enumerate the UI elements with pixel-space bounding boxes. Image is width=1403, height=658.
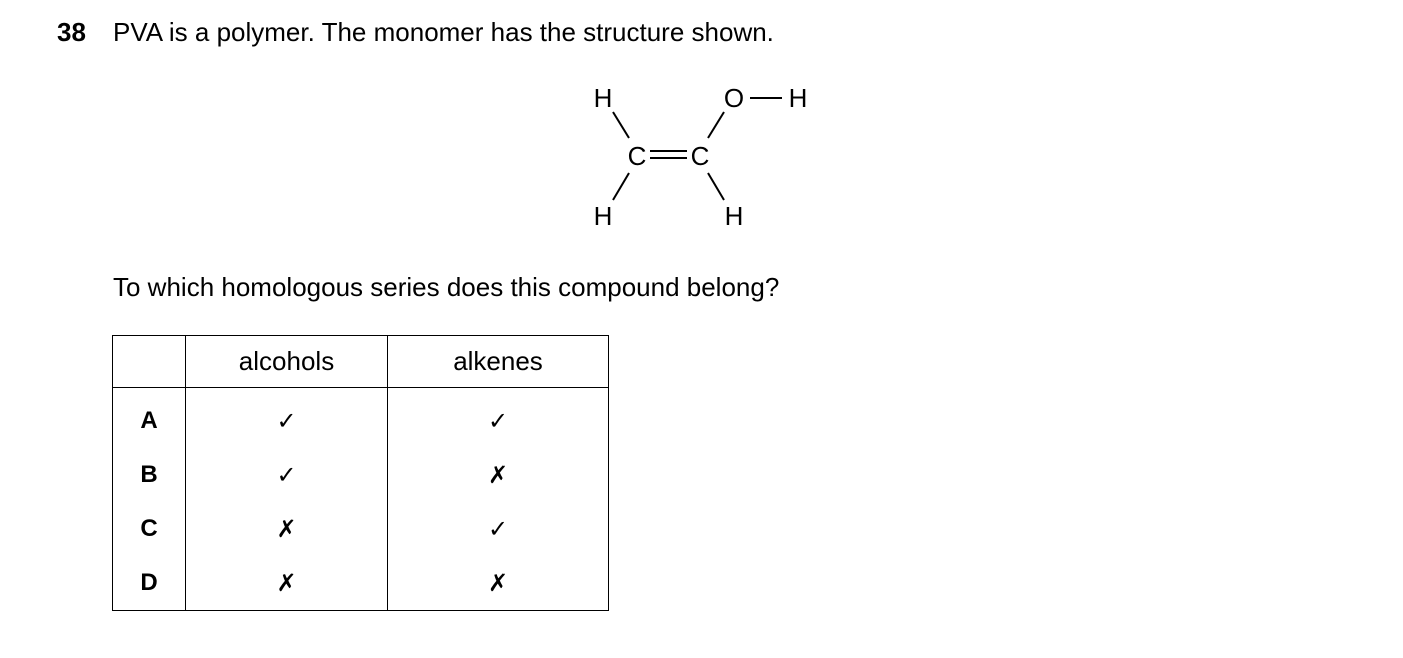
bond-c-h-bottom-left	[613, 173, 629, 200]
alkenes-mark: ✗	[487, 569, 509, 597]
alcohols-mark: ✓	[186, 388, 388, 449]
header-blank	[113, 336, 186, 388]
table-row	[113, 556, 609, 611]
question-number: 38	[57, 17, 86, 47]
header-alkenes: alkenes	[388, 336, 609, 388]
alcohols-mark: ✗	[186, 502, 388, 556]
option-letter: D	[113, 556, 186, 611]
table-row	[113, 502, 609, 556]
question-text: PVA is a polymer. The monomer has the structure shown.	[113, 17, 774, 47]
option-letter: A	[113, 388, 186, 449]
bond-o-c	[708, 112, 724, 138]
atom-c-right: C	[690, 141, 710, 171]
table-row	[113, 448, 609, 502]
question-prompt: To which homologous series does this compound belong?	[113, 272, 780, 302]
alkenes-mark: ✓	[487, 515, 509, 543]
alkenes-mark: ✗	[487, 461, 509, 489]
atom-o: O	[723, 83, 745, 113]
atom-h-bottom-right: H	[724, 201, 744, 231]
bond-h-c-top-left	[613, 112, 629, 138]
alcohols-mark: ✓	[186, 448, 388, 502]
option-letter: B	[113, 448, 186, 502]
answer-options-table	[112, 335, 609, 611]
atom-h-bottom-left: H	[593, 201, 613, 231]
monomer-structure-diagram	[560, 70, 840, 240]
header-alcohols: alcohols	[186, 336, 388, 388]
alcohols-mark: ✗	[186, 556, 388, 611]
atom-h-top-left: H	[593, 83, 613, 113]
option-letter: C	[113, 502, 186, 556]
bond-c-h-bottom-right	[708, 173, 724, 200]
atom-h-hydroxyl: H	[788, 83, 808, 113]
table-row	[113, 388, 609, 449]
table-header-row	[113, 336, 609, 388]
atom-c-left: C	[627, 141, 647, 171]
alkenes-mark: ✓	[487, 407, 509, 435]
